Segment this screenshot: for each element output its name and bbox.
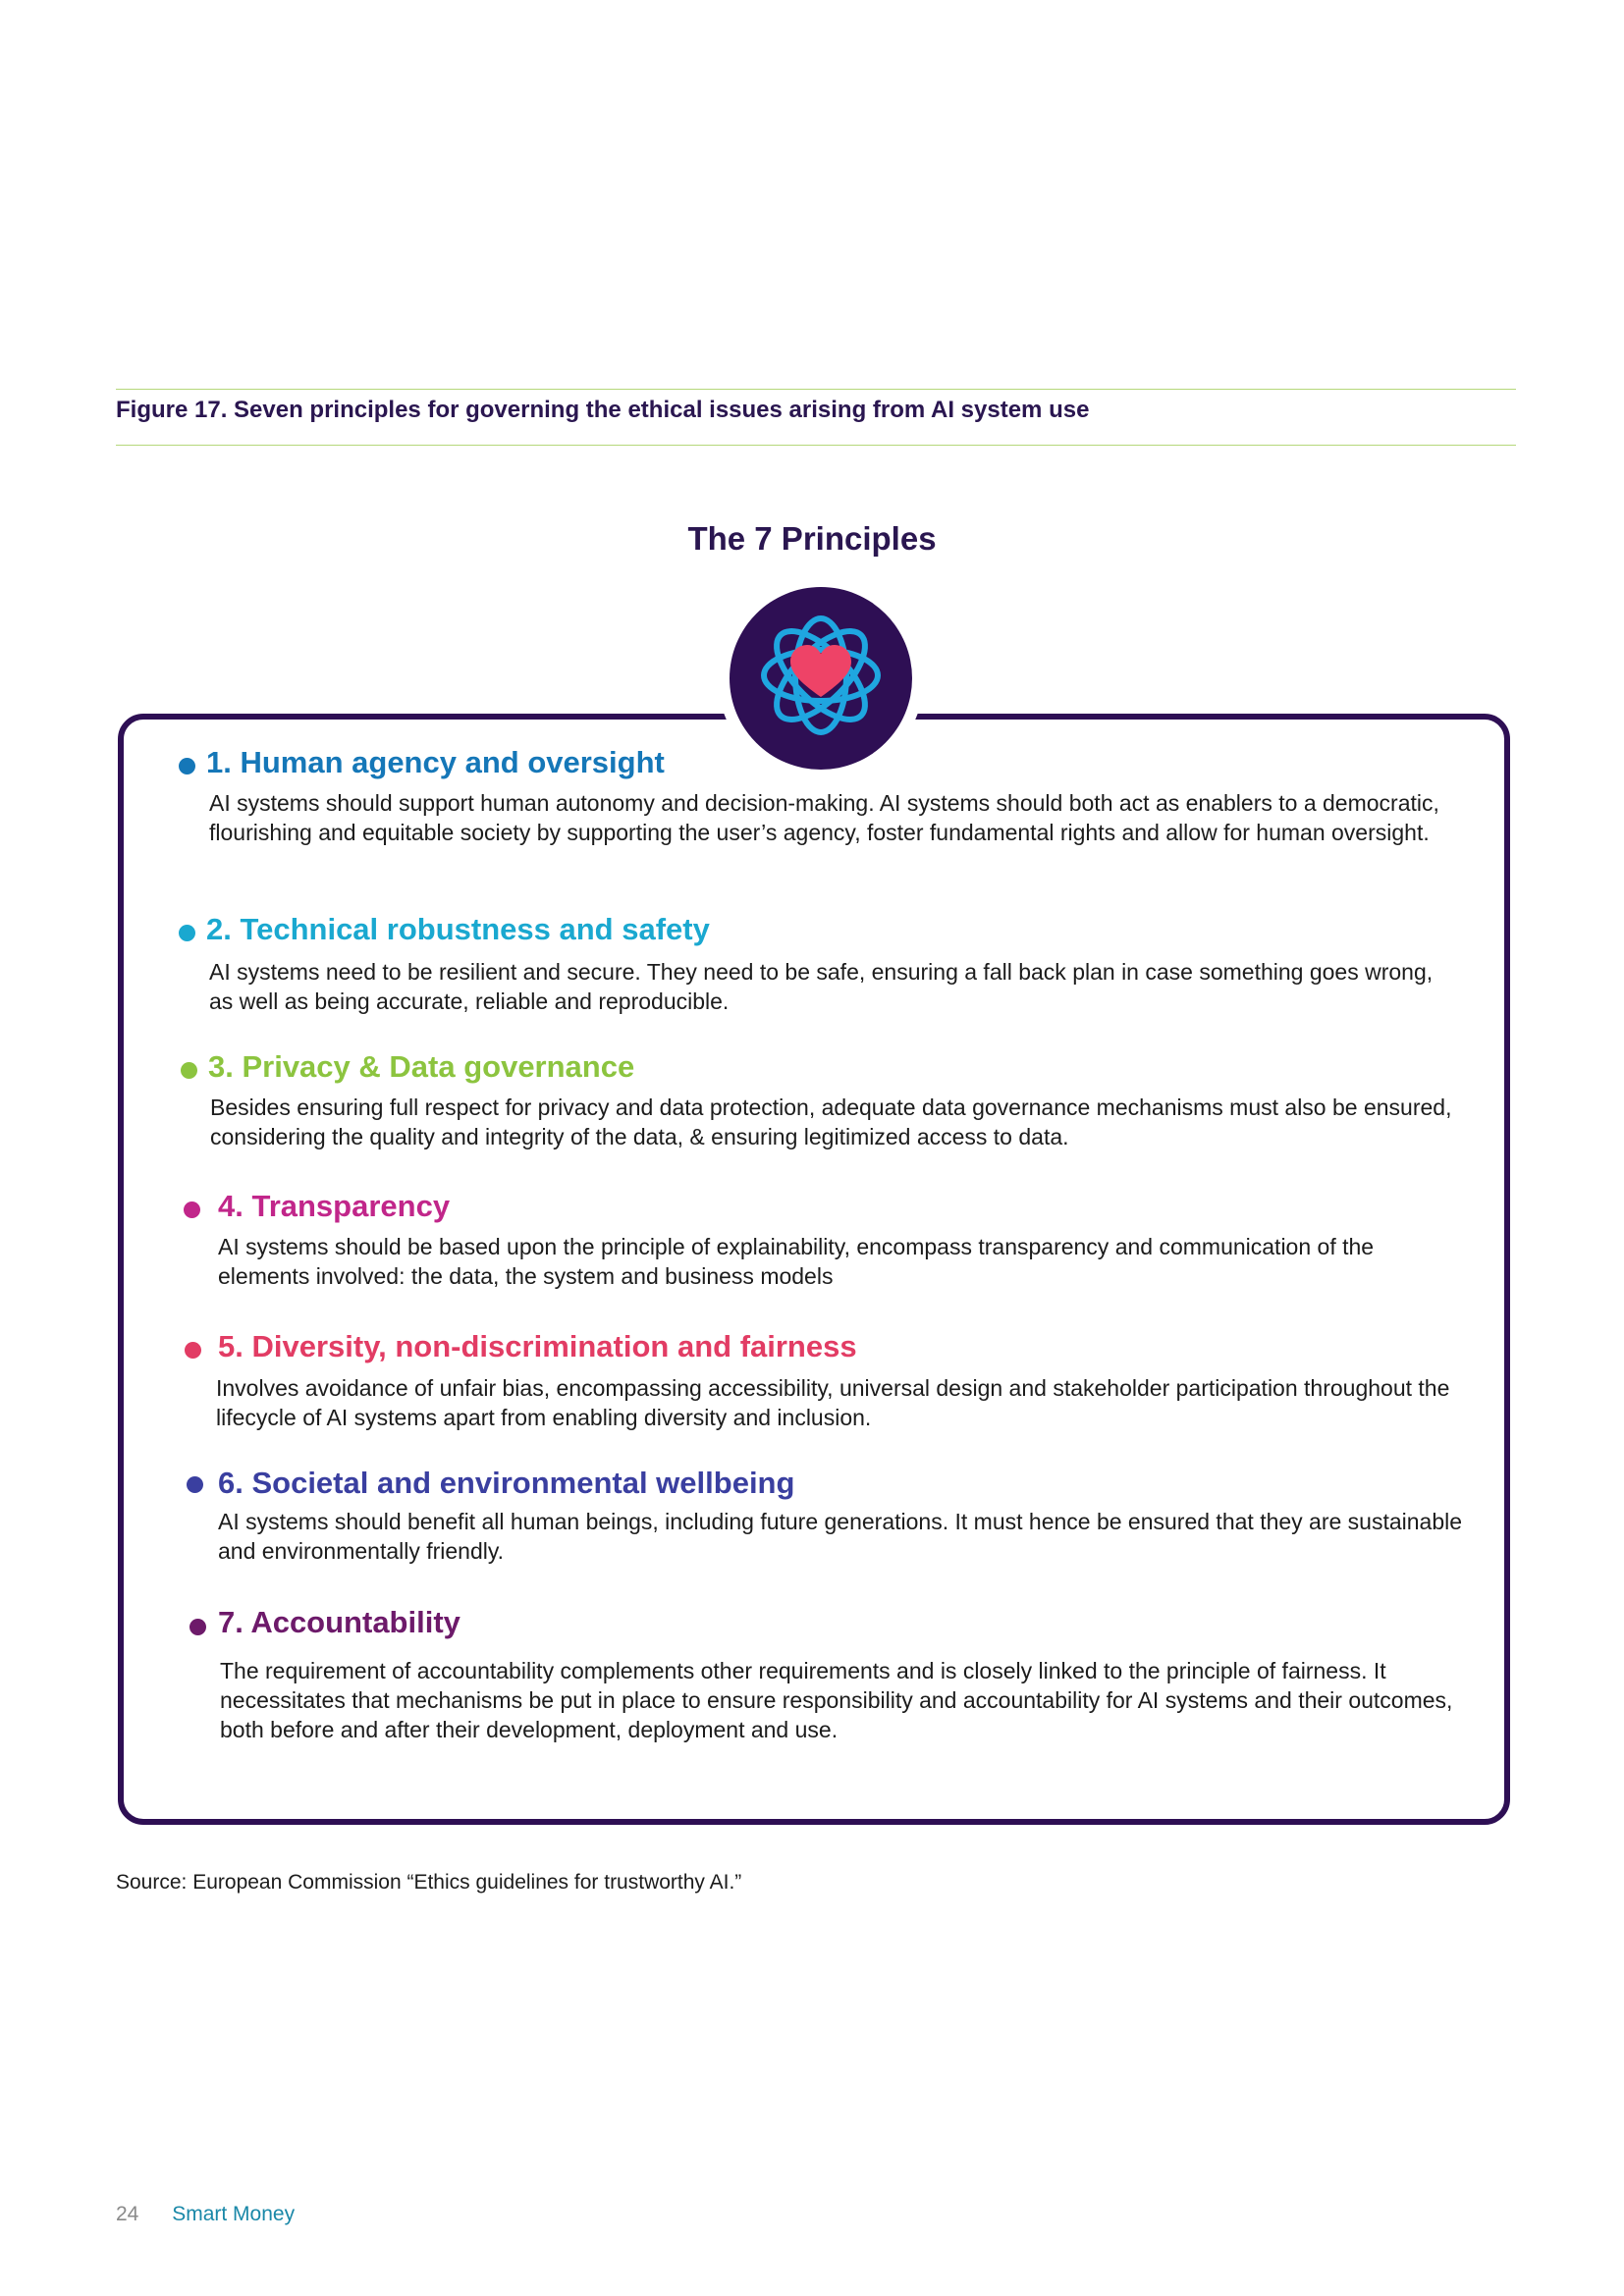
source-note: Source: European Commission “Ethics guidelines for trustworthy AI.” [116,1871,742,1894]
principle-heading: 7. Accountability [218,1605,460,1639]
principle-heading: 4. Transparency [218,1189,451,1223]
principle-description: Besides ensuring full respect for privacy and data protection, adequate data governance mechanisms must also be ensured, considering the quality and integrity of the data, & ensuring legitimized access to data. [210,1095,1452,1149]
caption-top-rule [116,389,1516,390]
bullet-dot [187,1476,203,1493]
principle-description: AI systems should support human autonomy and decision-making. AI systems should both act as enablers to a democratic, flourishing and equitable society by supporting the user’s agency, foster fundamental rights and allow for human oversight. [209,790,1439,845]
publication-name: Smart Money [172,2203,296,2225]
figure-caption: Figure 17. Seven principles for governing the ethical issues arising from AI system use [116,397,1090,423]
principle-description: AI systems need to be resilient and secure. They need to be safe, ensuring a fall back plan in case something goes wrong, as well as being accurate, reliable and reproducible. [209,959,1434,1014]
principle-heading: 6. Societal and environmental wellbeing [218,1466,795,1500]
bullet-dot [181,1062,197,1079]
heart-atom-icon [730,587,912,770]
principles-title: The 7 Principles [687,520,937,557]
bullet-dot [189,1619,206,1635]
principle-description: The requirement of accountability complements other requirements and is closely linked to the principle of fairness. It necessitates that mechanisms be put in place to ensure responsibility and accountability for AI systems and their outcomes, both before and after their development, deployment and use. [220,1658,1453,1742]
bullet-dot [179,758,195,774]
page-footer [116,2203,295,2226]
page-number: 24 [116,2203,139,2225]
principle-description: AI systems should be based upon the principle of explainability, encompass transparency and communication of the elements involved: the data, the system and business models [218,1234,1375,1289]
emblem-badge [730,587,912,770]
principle-heading: 5. Diversity, non-discrimination and fairness [218,1329,857,1363]
bullet-dot [179,925,195,941]
principle-description: AI systems should benefit all human beings, including future generations. It must hence be ensured that they are sustainable and environmentally friendly. [218,1509,1463,1564]
principle-description: Involves avoidance of unfair bias, encompassing accessibility, universal design and stakeholder participation throughout the lifecycle of AI systems apart from enabling diversity and inclusion. [216,1375,1450,1430]
bullet-dot [185,1342,201,1359]
principle-heading: 1. Human agency and oversight [206,745,665,779]
principle-heading: 2. Technical robustness and safety [206,912,710,946]
principle-heading: 3. Privacy & Data governance [208,1049,635,1084]
bullet-dot [184,1201,200,1218]
caption-bottom-rule [116,445,1516,446]
